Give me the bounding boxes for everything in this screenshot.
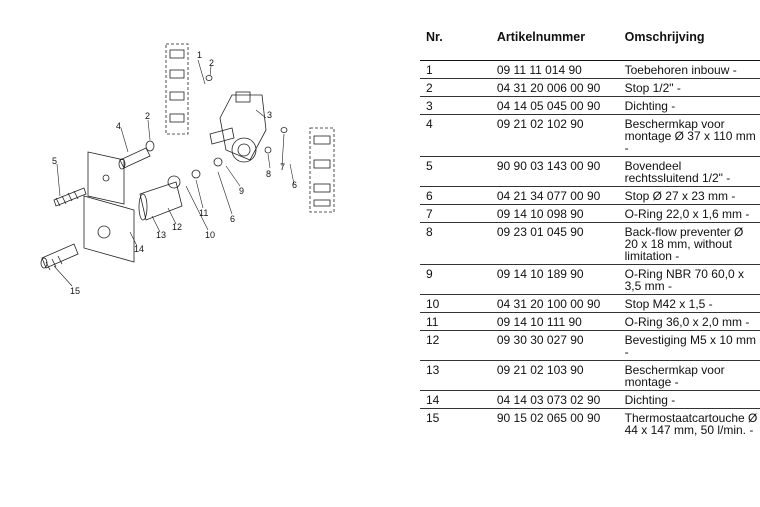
callout-2b: 2 <box>145 111 151 121</box>
parts-table <box>420 22 760 438</box>
row-nr: 7 <box>426 207 433 221</box>
row-article: 04 14 05 045 00 90 <box>496 99 601 113</box>
callout-11: 11 <box>199 208 209 218</box>
row-description: Back-flow preventer Ø 20 x 18 mm, without limitation - <box>624 225 744 263</box>
header-article: Artikelnummer <box>496 30 586 44</box>
row-article: 90 90 03 143 00 90 <box>496 159 601 173</box>
callout-15: 15 <box>70 286 81 296</box>
row-nr: 6 <box>426 189 433 203</box>
table-row <box>420 187 760 205</box>
valve-body <box>210 92 266 162</box>
callout-13: 13 <box>156 230 167 240</box>
callout-6b: 6 <box>230 214 236 224</box>
table-row <box>420 115 760 157</box>
row-description: Stop 1/2" - <box>624 81 681 95</box>
row-article: 04 31 20 006 00 90 <box>496 81 601 95</box>
table-row <box>420 361 760 391</box>
row-description: Thermostaatcartouche Ø 44 x 147 mm, 50 l/min. - <box>624 411 758 437</box>
cover-plate-upper <box>88 152 124 204</box>
table-row <box>420 223 760 265</box>
row-description: O-Ring NBR 70 60,0 x 3,5 mm - <box>624 267 744 293</box>
row-nr: 2 <box>426 81 433 95</box>
callout-6a: 6 <box>292 180 298 190</box>
mounting-rail-right <box>310 128 334 212</box>
row-description: Stop Ø 27 x 23 mm - <box>624 189 736 203</box>
row-nr: 1 <box>426 63 433 77</box>
row-article: 04 31 20 100 00 90 <box>496 297 601 311</box>
row-article: 09 14 10 189 90 <box>496 267 584 281</box>
row-description: O-Ring 36,0 x 2,0 mm - <box>624 315 750 329</box>
row-nr: 4 <box>426 117 433 131</box>
row-nr: 12 <box>426 333 440 347</box>
row-article: 04 14 03 073 02 90 <box>496 393 601 407</box>
row-nr: 9 <box>426 267 433 281</box>
row-article: 09 11 11 014 90 <box>496 63 582 77</box>
row-article: 09 14 10 111 90 <box>496 315 582 329</box>
table-row <box>420 61 760 79</box>
table-row <box>420 205 760 223</box>
row-article: 09 14 10 098 90 <box>496 207 584 221</box>
table-row <box>420 265 760 295</box>
callout-14: 14 <box>134 244 145 254</box>
table-row <box>420 79 760 97</box>
row-description: O-Ring 22,0 x 1,6 mm - <box>624 207 750 221</box>
callout-4: 4 <box>116 121 122 131</box>
row-nr: 10 <box>426 297 440 311</box>
spindle-5 <box>54 188 86 206</box>
row-nr: 8 <box>426 225 433 239</box>
callout-10: 10 <box>205 230 216 240</box>
row-nr: 13 <box>426 363 440 377</box>
row-article: 90 15 02 065 00 90 <box>496 411 601 425</box>
row-description: Dichting - <box>624 393 676 407</box>
mounting-rail-left <box>166 44 188 134</box>
row-article: 04 21 34 077 00 90 <box>496 189 601 203</box>
row-description: Toebehoren inbouw - <box>624 63 737 77</box>
callout-1: 1 <box>197 50 203 60</box>
row-description: Stop M42 x 1,5 - <box>624 297 713 311</box>
row-nr: 15 <box>426 411 440 425</box>
table-row <box>420 409 760 439</box>
callout-12: 12 <box>172 222 183 232</box>
header-description: Omschrijving <box>624 30 705 44</box>
row-article: 09 30 30 027 90 <box>496 333 584 347</box>
row-description: Dichting - <box>624 99 676 113</box>
table-row <box>420 97 760 115</box>
row-nr: 14 <box>426 393 440 407</box>
callout-7: 7 <box>280 162 286 172</box>
row-description: Beschermkap voor montage Ø 37 x 110 mm - <box>624 117 756 155</box>
row-nr: 5 <box>426 159 433 173</box>
table-row <box>420 391 760 409</box>
row-article: 09 21 02 103 90 <box>496 363 584 377</box>
row-description: Bovendeel rechtssluitend 1/2" - <box>624 159 731 185</box>
row-description: Bevestiging M5 x 10 mm - <box>624 333 756 359</box>
row-article: 09 23 01 045 90 <box>496 225 584 239</box>
header-nr: Nr. <box>426 30 443 44</box>
leader-lines <box>54 60 294 286</box>
table-header-row <box>420 22 760 61</box>
callout-9: 9 <box>239 186 245 196</box>
table-row <box>420 295 760 313</box>
table-row <box>420 157 760 187</box>
table-row <box>420 313 760 331</box>
callout-3: 3 <box>267 110 273 120</box>
callout-8: 8 <box>266 169 272 179</box>
row-nr: 3 <box>426 99 433 113</box>
row-description: Beschermkap voor montage - <box>624 363 725 389</box>
cover-plate-lower <box>84 196 134 262</box>
callout-5: 5 <box>52 156 58 166</box>
row-nr: 11 <box>426 315 439 329</box>
thermostat-cartridge-15 <box>41 244 78 270</box>
row-article: 09 21 02 102 90 <box>496 117 584 131</box>
table-row <box>420 331 760 361</box>
callout-2a: 2 <box>209 58 215 68</box>
